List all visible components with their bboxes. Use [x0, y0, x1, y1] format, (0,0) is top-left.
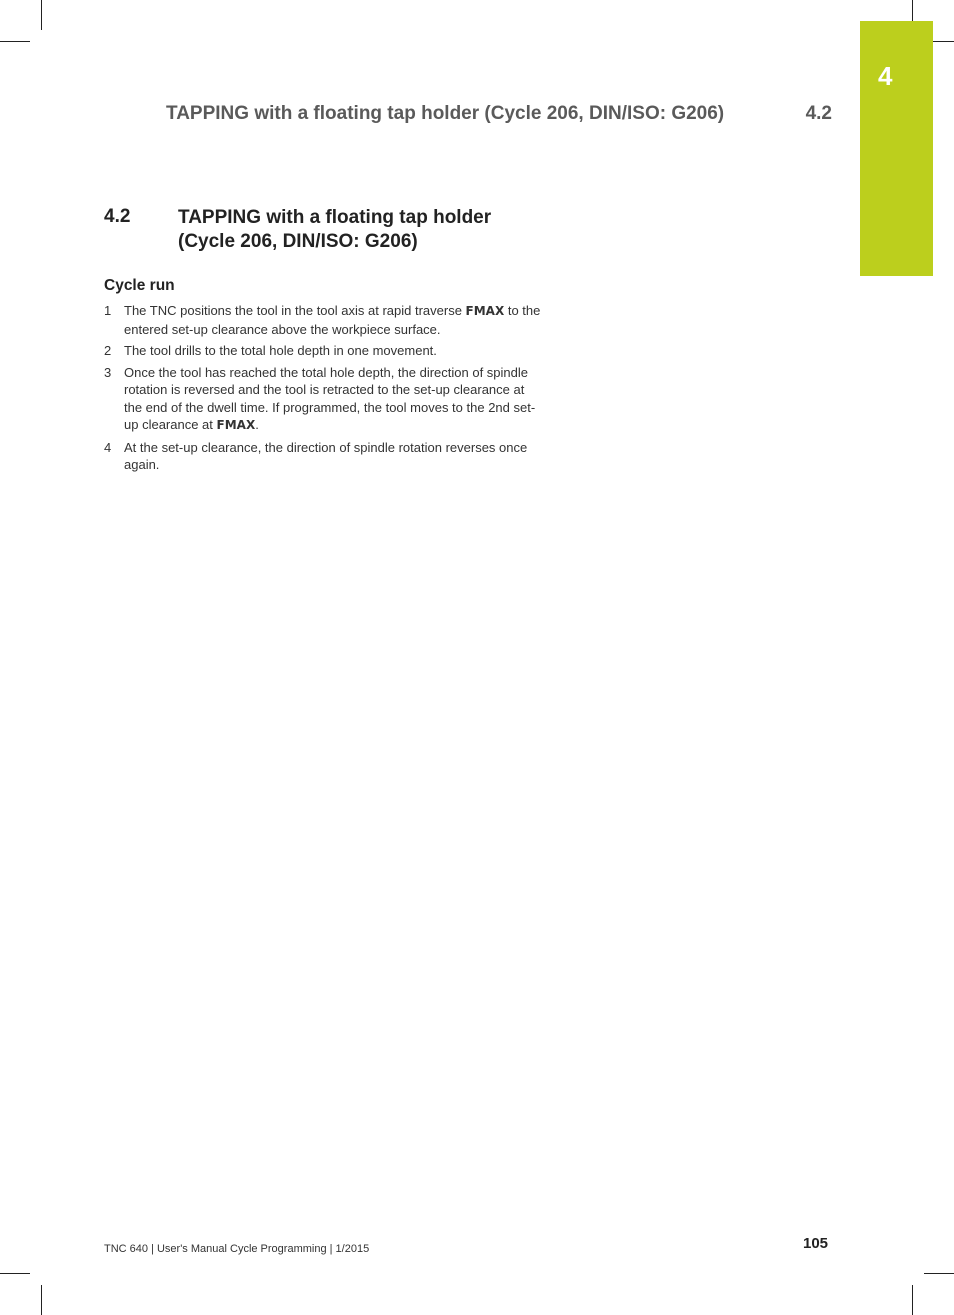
subheading: Cycle run: [104, 277, 175, 294]
running-head: [166, 103, 832, 125]
footer-text: TNC 640 | User's Manual Cycle Programming | 1/2015: [104, 1243, 370, 1255]
chapter-number: 4: [878, 61, 893, 91]
step-number: 2: [104, 343, 112, 358]
step-text: Once the tool has reached the total hole depth, the direction of spindle rotation is reversed and the tool is retracted to the set-up clearance at the end of the dwell time. If programmed, the tool moves to the 2nd set-up clearance at: [124, 364, 536, 432]
list-item: [104, 364, 544, 435]
step-text: At the set-up clearance, the direction of spindle rotation reverses once again.: [124, 439, 528, 472]
section-title-line1: TAPPING with a floating tap holder: [178, 207, 492, 228]
keyword: FMAX: [216, 418, 256, 432]
crop-mark: [41, 1285, 42, 1315]
list-item: [104, 342, 544, 360]
step-text: The TNC positions the tool in the tool axis at rapid traverse: [124, 303, 466, 318]
running-head-section: 4.2: [805, 103, 832, 124]
list-item: [104, 439, 544, 474]
page-number: 105: [803, 1235, 829, 1252]
crop-mark: [0, 1273, 30, 1274]
step-text: .: [255, 417, 259, 432]
step-number: 3: [104, 364, 112, 380]
list-item: [104, 302, 544, 338]
step-text: to the entered set-up clearance above the workpiece surface.: [124, 303, 541, 337]
steps-list: [104, 302, 544, 478]
crop-mark: [0, 41, 30, 42]
section-title: [178, 206, 618, 254]
chapter-tab: [860, 21, 933, 276]
section-title-line2: (Cycle 206, DIN/ISO: G206): [178, 231, 418, 252]
keyword: FMAX: [465, 304, 505, 318]
running-head-title: TAPPING with a floating tap holder (Cycle 206, DIN/ISO: G206): [166, 103, 725, 124]
crop-mark: [912, 1285, 913, 1315]
step-text: The tool drills to the total hole depth in one movement.: [124, 343, 437, 358]
step-number: 1: [104, 303, 112, 318]
crop-mark: [924, 1273, 954, 1274]
step-number: 4: [104, 439, 112, 455]
crop-mark: [41, 0, 42, 30]
section-number: 4.2: [104, 206, 131, 227]
